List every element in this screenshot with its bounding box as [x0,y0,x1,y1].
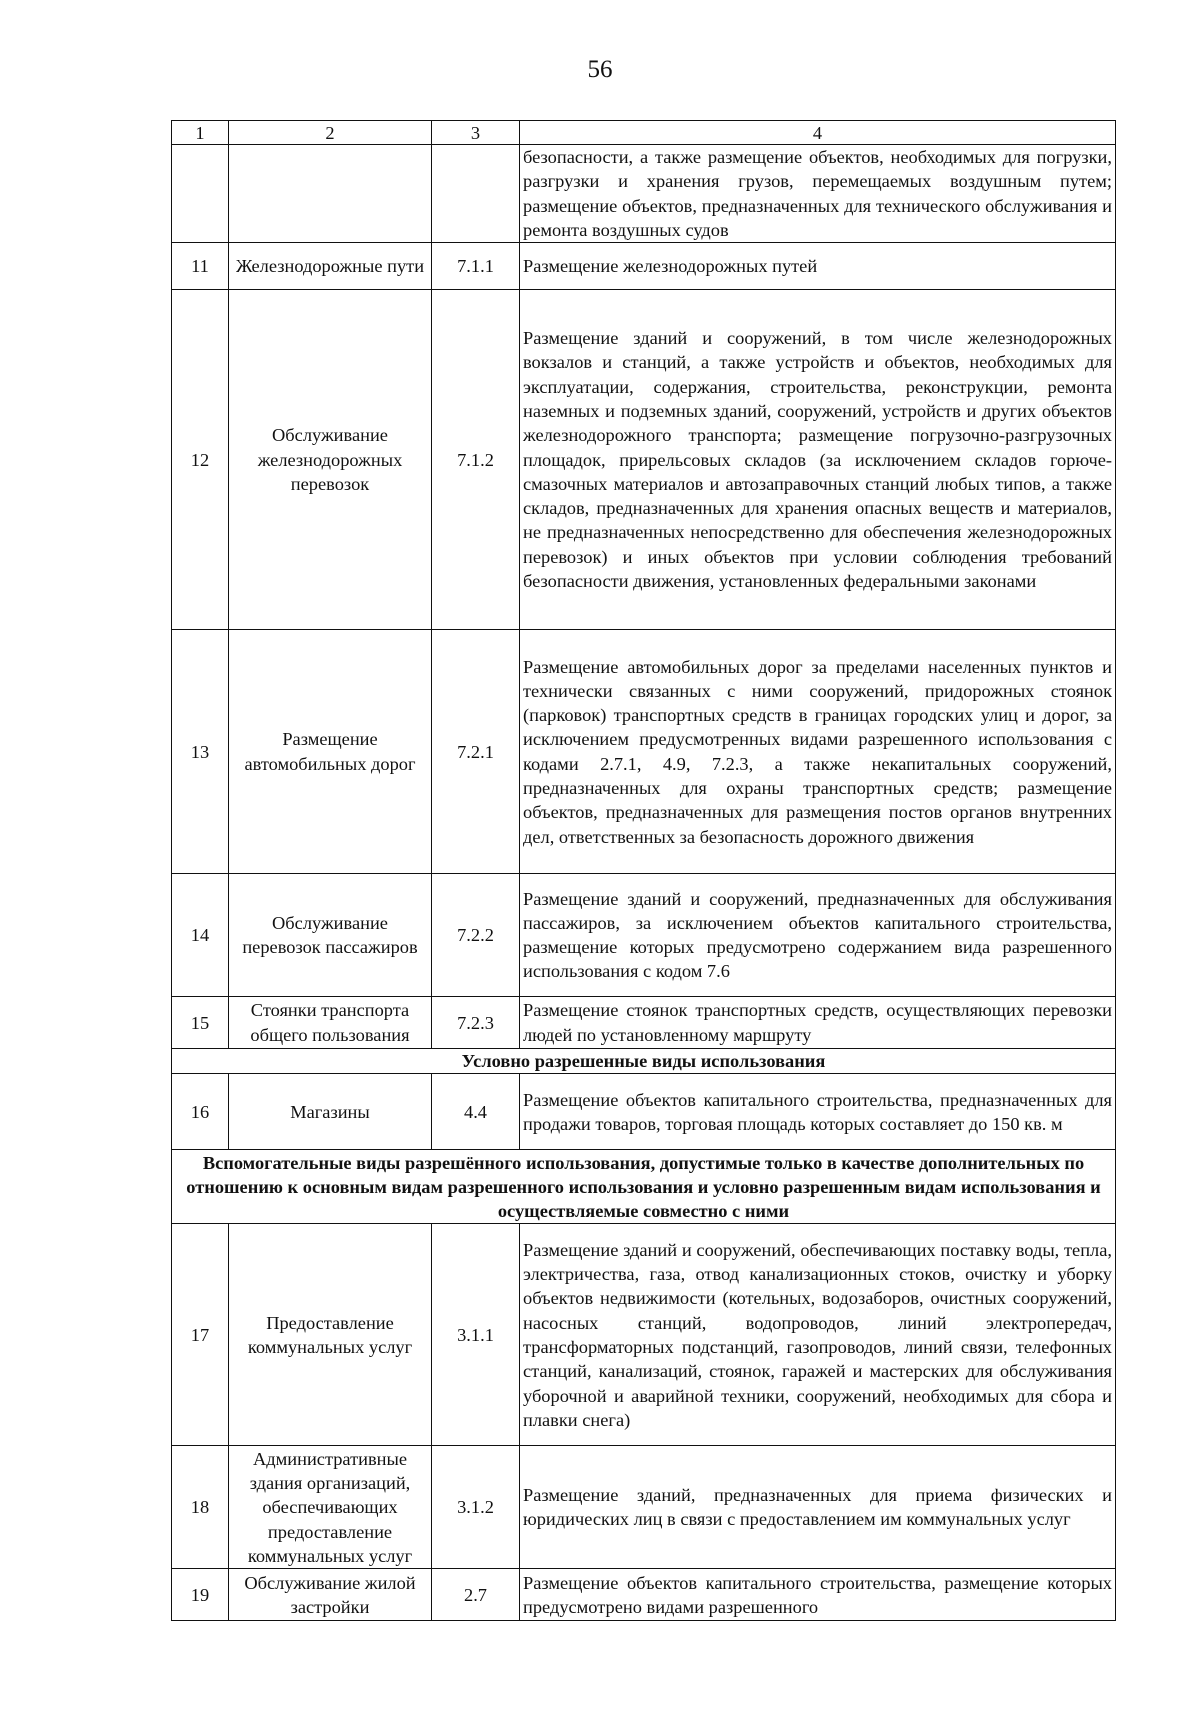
row-description: Размещение объектов капитального строительства, предназначенных для продажи товаров, торговая площадь которых составляет до 150 кв. м [520,1074,1116,1150]
row-name: Обслуживание жилой застройки [229,1569,432,1621]
row-description: Размещение зданий и сооружений, предназначенных для обслуживания пассажиров, за исключением объектов капитального строительства, размещение которых предусмотрено содержанием вида разрешенного использования с кодом 7.6 [520,874,1116,997]
row-name: Размещение автомобильных дорог [229,630,432,874]
row-number: 13 [172,630,229,874]
table-row [172,1074,1116,1150]
row-name: Железнодорожные пути [229,243,432,290]
row-code: 3.1.1 [432,1224,520,1446]
table-row [172,630,1116,874]
header-col-4: 4 [520,121,1116,145]
table-row [172,997,1116,1049]
table-row [172,1224,1116,1446]
row-description: Размещение железнодорожных путей [520,243,1116,290]
row-number: 16 [172,1074,229,1150]
row-code: 2.7 [432,1569,520,1621]
row-name: Стоянки транспорта общего пользования [229,997,432,1049]
table-row [172,290,1116,630]
row-description: Размещение объектов капитального строительства, размещение которых предусмотрено видами разрешенного [520,1569,1116,1621]
row-number: 19 [172,1569,229,1621]
section-heading-row [172,1049,1116,1074]
table-row [172,874,1116,997]
section-heading: Вспомогательные виды разрешённого использования, допустимые только в качестве дополнительных по отношению к основным видам разрешенного использования и условно разрешенным видам использования и осуществляемые совместно с ними [172,1150,1116,1224]
table-row [172,145,1116,243]
header-row [172,121,1116,145]
table-row [172,243,1116,290]
row-code: 7.2.2 [432,874,520,997]
row-number: 12 [172,290,229,630]
table-row [172,1446,1116,1569]
page-number: 56 [587,56,613,83]
row-name: Предоставление коммунальных услуг [229,1224,432,1446]
row-description: Размещение зданий и сооружений, в том числе железнодорожных вокзалов и станций, а также устройств и объектов, необходимых для эксплуатации, содержания, строительства, реконструкции, ремонта наземных и подземных зданий, сооружений, устройств и других объектов железнодорожного транспорта; размещение погрузочно-разгрузочных площадок, прирельсовых складов (за исключением складов горюче-смазочных материалов и автозаправочных станций любых типов, а также складов, предназначенных для хранения опасных веществ и материалов, не предназначенных непосредственно для обеспечения железнодорожных перевозок) и иных объектов при условии соблюдения требований безопасности движения, установленных федеральными законами [520,290,1116,630]
row-code: 7.1.1 [432,243,520,290]
header-col-2: 2 [229,121,432,145]
row-number: 11 [172,243,229,290]
row-number: 15 [172,997,229,1049]
table-row [172,1569,1116,1621]
empty-cell [229,145,432,243]
land-use-table [171,120,1116,1621]
row-name: Обслуживание железнодорожных перевозок [229,290,432,630]
row-number: 17 [172,1224,229,1446]
empty-cell [432,145,520,243]
empty-cell [172,145,229,243]
row-name: Обслуживание перевозок пассажиров [229,874,432,997]
row-number: 14 [172,874,229,997]
row-description: Размещение зданий и сооружений, обеспечивающих поставку воды, тепла, электричества, газа, отвод канализационных стоков, очистку и уборку объектов недвижимости (котельных, водозаборов, очистных сооружений, насосных станций, водопроводов, линий электропередач, трансформаторных подстанций, газопроводов, линий связи, телефонных станций, канализаций, стоянок, гаражей и мастерских для обслуживания уборочной и аварийной техники, сооружений, необходимых для сбора и плавки снега) [520,1224,1116,1446]
row-description: Размещение зданий, предназначенных для приема физических и юридических лиц в связи с предоставлением им коммунальных услуг [520,1446,1116,1569]
row-code: 7.2.1 [432,630,520,874]
row-code: 7.2.3 [432,997,520,1049]
row-description: Размещение стоянок транспортных средств, осуществляющих перевозки людей по установленному маршруту [520,997,1116,1049]
row-number: 18 [172,1446,229,1569]
section-heading: Условно разрешенные виды использования [172,1049,1116,1074]
row-code: 4.4 [432,1074,520,1150]
row-name: Магазины [229,1074,432,1150]
row-code: 3.1.2 [432,1446,520,1569]
row-description: Размещение автомобильных дорог за пределами населенных пунктов и технически связанных с ними сооружений, придорожных стоянок (парковок) транспортных средств в границах городских улиц и дорог, за исключением предусмотренных видами разрешенного использования с кодами 2.7.1, 4.9, 7.2.3, а также некапитальных сооружений, предназначенных для охраны транспортных средств; размещение объектов, предназначенных для размещения постов органов внутренних дел, ответственных за безопасность дорожного движения [520,630,1116,874]
section-heading-row [172,1150,1116,1224]
header-col-1: 1 [172,121,229,145]
row-description: безопасности, а также размещение объектов, необходимых для погрузки, разгрузки и хранения грузов, перемещаемых воздушным путем; размещение объектов, предназначенных для технического обслуживания и ремонта воздушных судов [520,145,1116,243]
row-code: 7.1.2 [432,290,520,630]
header-col-3: 3 [432,121,520,145]
row-name: Административные здания организаций, обеспечивающих предоставление коммунальных услуг [229,1446,432,1569]
